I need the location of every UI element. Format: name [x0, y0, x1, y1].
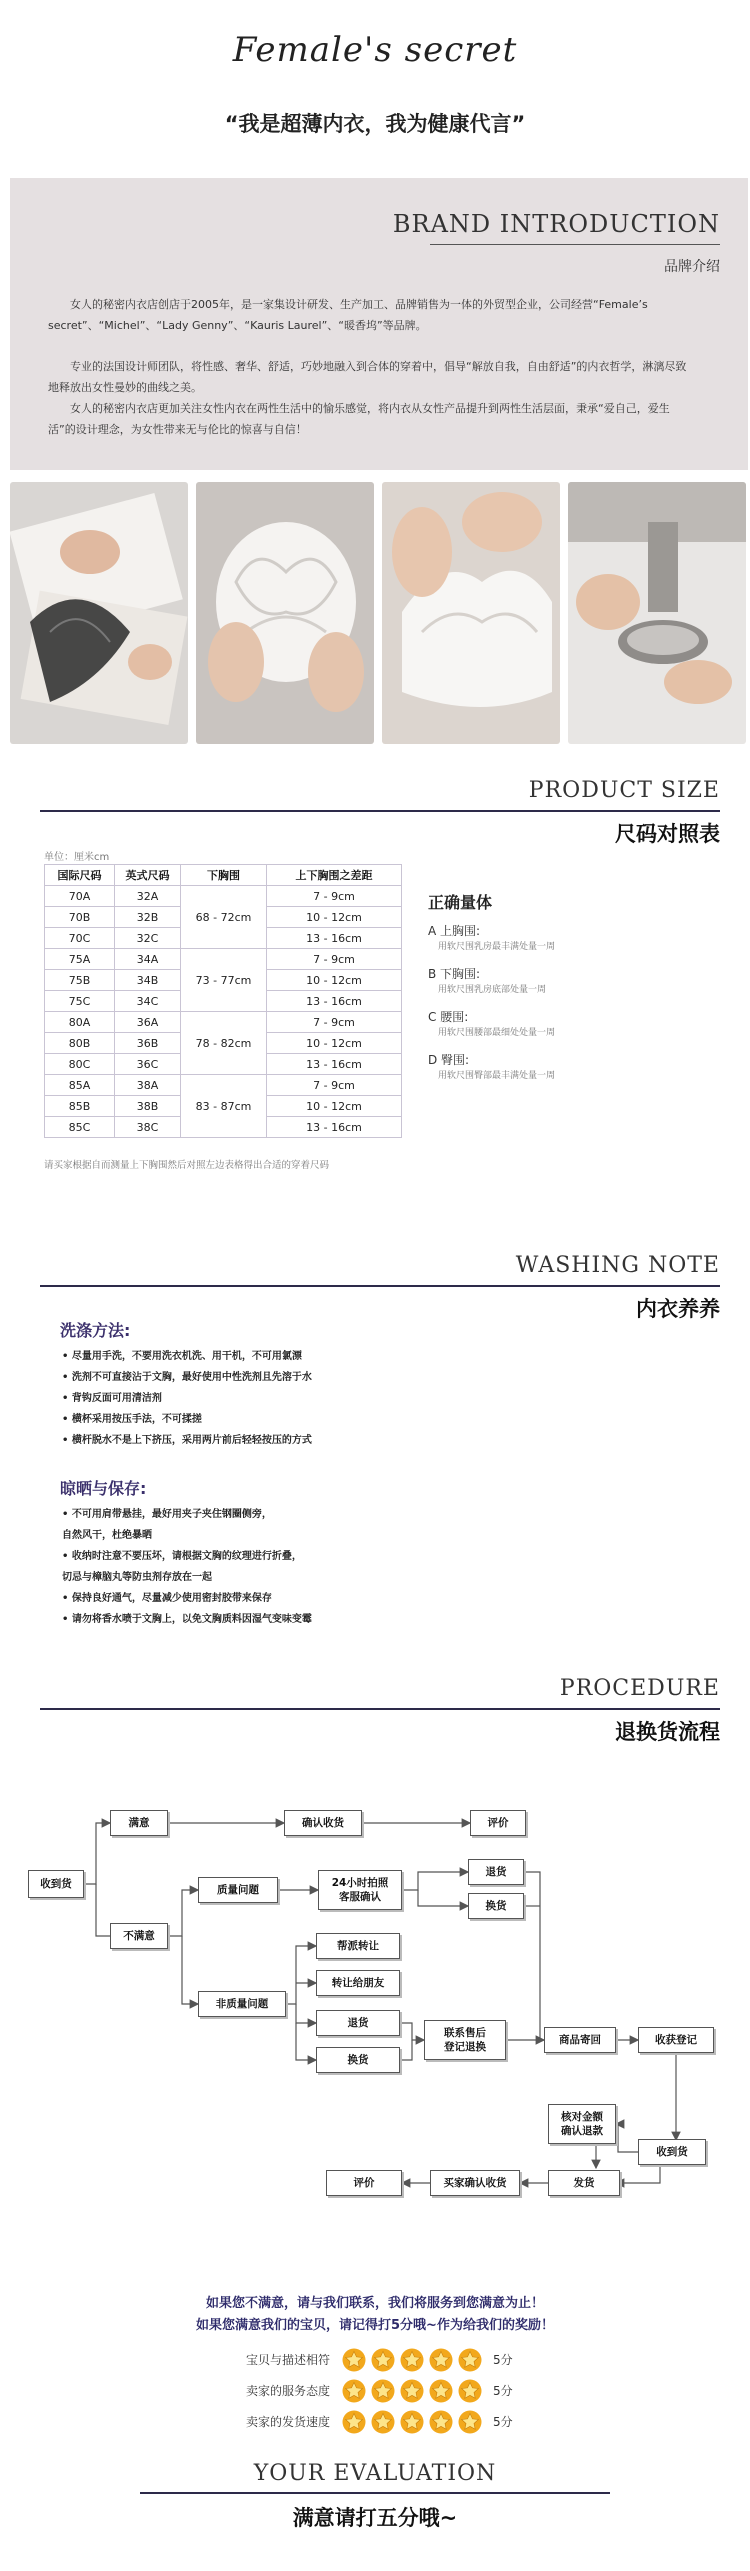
washing-section-title: WASHING NOTE — [515, 1253, 720, 1278]
wash-item: • 洗剂不可直接沾于文胸，最好使用中性洗剂且先溶于水 — [62, 1372, 312, 1383]
size-intl: 70A — [45, 886, 115, 907]
size-intl: 85A — [45, 1075, 115, 1096]
divider — [140, 2492, 610, 2494]
size-header: 上下胸围之差距 — [267, 865, 402, 886]
size-uk: 32C — [115, 928, 181, 949]
star-icon[interactable] — [342, 2348, 366, 2372]
size-uk: 36A — [115, 1012, 181, 1033]
rating-label: 卖家的发货速度 — [245, 2415, 330, 2429]
size-uk: 38A — [115, 1075, 181, 1096]
size-section-subtitle: 尺码对照表 — [615, 822, 720, 846]
brand-paragraph: 专业的法国设计师团队，将性感、奢华、舒适，巧妙地融入到合体的穿着中，倡导“解放自我，自由舒适”的内衣哲学，淋漓尽致地释放出女性曼妙的曲线之美。 — [48, 360, 687, 394]
measure-desc: 用软尺围乳房底部处量一周 — [438, 985, 547, 995]
size-underbust: 68 - 72cm — [181, 886, 267, 949]
rating-row — [210, 2406, 570, 2437]
size-intl: 80C — [45, 1054, 115, 1075]
flow-node-mail: 商品寄回 — [544, 2027, 616, 2053]
brand-paragraph: 女人的秘密内衣店创店于2005年，是一家集设计研发、生产加工、品牌销售为一体的外贸型企业，公司经营“Female’s secret”、“Michel”、“Lady Genny”、“Kauris Laurel”、“暖香坞”等品牌。 — [48, 298, 648, 332]
flow-node-review: 评价 — [326, 2170, 402, 2196]
dry-item: 自然风干，杜绝暴晒 — [62, 1530, 152, 1541]
flow-node-nonquality: 非质量问题 — [198, 1991, 286, 2017]
size-difference: 13 - 16cm — [267, 928, 402, 949]
flow-node-ship: 发货 — [548, 2170, 620, 2196]
size-intl: 85B — [45, 1096, 115, 1117]
flow-node-register: 收获登记 — [638, 2027, 714, 2053]
dry-item: • 保持良好通气，尽量减少使用密封胶带来保存 — [62, 1593, 272, 1604]
size-difference: 10 - 12cm — [267, 907, 402, 928]
star-icon[interactable] — [400, 2379, 424, 2403]
procedure-section-title: PROCEDURE — [559, 1676, 720, 1701]
rating-score: 5分 — [493, 2353, 513, 2367]
size-intl: 70B — [45, 907, 115, 928]
size-underbust: 78 - 82cm — [181, 1012, 267, 1075]
measure-desc: 用软尺围乳房最丰满处量一周 — [438, 942, 556, 952]
measure-label: C 腰围: — [428, 1010, 469, 1024]
size-difference: 10 - 12cm — [267, 1033, 402, 1054]
dry-item: 切忌与樟脑丸等防虫剂存放在一起 — [62, 1572, 212, 1583]
size-header: 国际尺码 — [45, 865, 115, 886]
flow-node-confirm: 确认收货 — [284, 1810, 362, 1836]
size-uk: 34C — [115, 991, 181, 1012]
rating-label: 卖家的服务态度 — [245, 2384, 330, 2398]
size-uk: 32B — [115, 907, 181, 928]
measure-desc: 用软尺围臀部最丰满处量一周 — [438, 1071, 556, 1081]
star-icon[interactable] — [429, 2379, 453, 2403]
star-icon[interactable] — [429, 2410, 453, 2434]
flow-node-receive: 收到货 — [28, 1870, 84, 1898]
procedure-section-subtitle: 退换货流程 — [615, 1720, 720, 1744]
size-intl: 85C — [45, 1117, 115, 1138]
measure-label: A 上胸围: — [428, 924, 481, 938]
rating-row — [210, 2344, 570, 2375]
size-uk: 36C — [115, 1054, 181, 1075]
flow-node-friend: 转让给朋友 — [316, 1970, 400, 1996]
star-icon[interactable] — [342, 2410, 366, 2434]
flow-node-buyer-confirm: 买家确认收货 — [430, 2170, 520, 2196]
flow-node-quality: 质量问题 — [198, 1877, 278, 1903]
dry-heading: 晾晒与保存: — [60, 1479, 147, 1498]
size-header: 英式尺码 — [115, 865, 181, 886]
brand-paragraph: 女人的秘密内衣店更加关注女性内衣在两性生活中的愉乐感觉，将内衣从女性产品提升到两性生活层面，秉承“爱自己，爱生活”的设计理念，为女性带来无与伦比的惊喜与自信！ — [48, 402, 670, 436]
size-intl: 70C — [45, 928, 115, 949]
size-uk: 32A — [115, 886, 181, 907]
size-intl: 80A — [45, 1012, 115, 1033]
size-difference: 10 - 12cm — [267, 1096, 402, 1117]
brand-intro-subtitle: 品牌介绍 — [664, 259, 720, 275]
star-icon[interactable] — [458, 2410, 482, 2434]
size-underbust: 73 - 77cm — [181, 949, 267, 1012]
star-icon[interactable] — [458, 2379, 482, 2403]
size-difference: 13 - 16cm — [267, 1054, 402, 1075]
flow-node-unsatisfied: 不满意 — [110, 1923, 168, 1949]
wash-item: • 横杆脱水不是上下挤压，采用两片前后轻轻按压的方式 — [62, 1435, 312, 1446]
measure-desc: 用软尺围腰部最细处处量一周 — [438, 1028, 556, 1038]
evaluation-subtitle: 满意请打五分哦~ — [292, 2506, 458, 2530]
flow-node-photo: 24小时拍照 客服确认 — [318, 1870, 402, 1910]
size-intl: 80B — [45, 1033, 115, 1054]
flow-node-return: 退货 — [316, 2010, 400, 2036]
size-difference: 7 - 9cm — [267, 886, 402, 907]
size-difference: 13 - 16cm — [267, 991, 402, 1012]
size-intl: 75C — [45, 991, 115, 1012]
size-intl: 75B — [45, 970, 115, 991]
measure-heading: 正确量体 — [428, 893, 493, 912]
size-uk: 34B — [115, 970, 181, 991]
flow-node-verify: 核对金额 确认退款 — [548, 2104, 616, 2144]
rating-label: 宝贝与描述相符 — [245, 2353, 330, 2367]
star-icon[interactable] — [371, 2348, 395, 2372]
size-uk: 38B — [115, 1096, 181, 1117]
flow-node-satisfied: 满意 — [110, 1810, 168, 1836]
rating-score: 5分 — [493, 2415, 513, 2429]
wash-item: • 尽量用手洗，不要用洗衣机洗、用干机，不可用氯漂 — [62, 1351, 302, 1362]
flow-node-return: 退货 — [468, 1859, 524, 1885]
dry-item: • 收纳时注意不要压坏，请根据文胸的纹理进行折叠， — [62, 1551, 302, 1562]
flow-node-review: 评价 — [470, 1810, 526, 1836]
size-difference: 7 - 9cm — [267, 1075, 402, 1096]
star-icon[interactable] — [400, 2348, 424, 2372]
size-underbust: 83 - 87cm — [181, 1075, 267, 1138]
size-difference: 7 - 9cm — [267, 1012, 402, 1033]
size-uk: 38C — [115, 1117, 181, 1138]
size-difference: 10 - 12cm — [267, 970, 402, 991]
dry-item: • 请勿将香水喷于文胸上，以免文胸质料因湿气变味变霉 — [62, 1614, 312, 1625]
size-difference: 7 - 9cm — [267, 949, 402, 970]
size-header: 下胸围 — [181, 865, 267, 886]
washing-section-subtitle: 内衣养养 — [636, 1297, 720, 1321]
size-uk: 34A — [115, 949, 181, 970]
measure-label: B 下胸围: — [428, 967, 481, 981]
unit-label: 单位：厘米cm — [44, 852, 110, 863]
flow-node-exchange: 换货 — [316, 2047, 400, 2073]
evaluation-title: YOUR EVALUATION — [253, 2461, 497, 2486]
wash-item: • 背钩反面可用清洁剂 — [62, 1393, 162, 1404]
brand-logo: Female's secret — [232, 30, 518, 70]
rating-row — [210, 2375, 570, 2406]
size-intl: 75A — [45, 949, 115, 970]
wash-item: • 横杯采用按压手法，不可揉搓 — [62, 1414, 202, 1425]
rating-rows — [210, 2344, 570, 2437]
flow-node-contact: 联系售后 登记退换 — [424, 2020, 506, 2060]
size-section-title: PRODUCT SIZE — [528, 778, 720, 803]
star-icon[interactable] — [342, 2379, 366, 2403]
star-icon[interactable] — [371, 2379, 395, 2403]
flow-node-bang: 帮派转让 — [316, 1933, 400, 1959]
brand-intro-title: BRAND INTRODUCTION — [392, 210, 720, 238]
slogan: “我是超薄内衣，我为健康代言” — [224, 112, 526, 136]
size-difference: 13 - 16cm — [267, 1117, 402, 1138]
star-icon[interactable] — [429, 2348, 453, 2372]
size-uk: 36B — [115, 1033, 181, 1054]
dry-item: • 不可用肩带悬挂，最好用夹子夹住钢圈侧旁， — [62, 1509, 272, 1520]
star-icon[interactable] — [458, 2348, 482, 2372]
star-icon[interactable] — [371, 2410, 395, 2434]
measure-label: D 臀围: — [428, 1053, 470, 1067]
rating-score: 5分 — [493, 2384, 513, 2398]
wash-heading: 洗涤方法: — [60, 1321, 131, 1340]
flow-node-received: 收到货 — [638, 2139, 706, 2165]
cta-unsatisfied: 如果您不满意，请与我们联系，我们将服务到您满意为止！ — [205, 2296, 544, 2311]
cta-satisfied: 如果您满意我们的宝贝，请记得打5分哦~作为给我们的奖励！ — [196, 2318, 554, 2333]
size-note: 请买家根据自而测量上下胸围然后对照左边表格得出合适的穿着尺码 — [44, 1160, 330, 1171]
star-icon[interactable] — [400, 2410, 424, 2434]
flow-node-exchange: 换货 — [468, 1893, 524, 1919]
